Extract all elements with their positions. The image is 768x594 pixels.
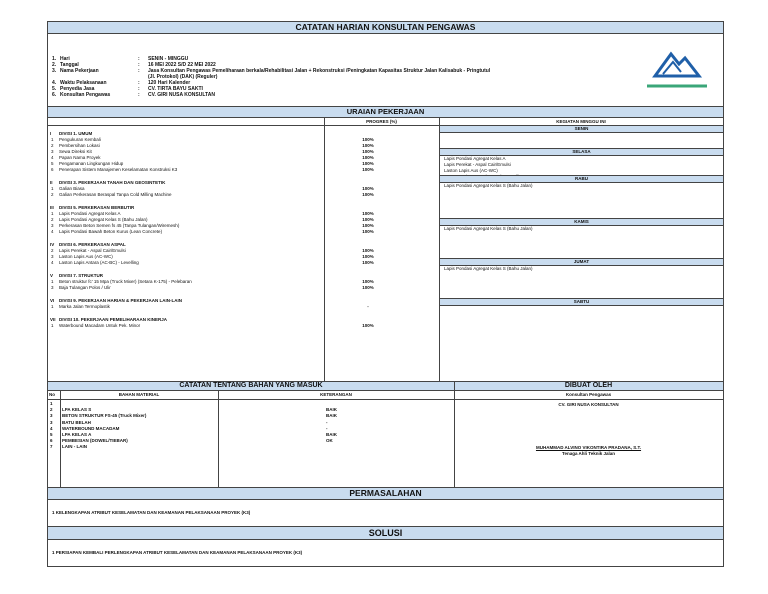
bahan-no: 3 [50,413,53,419]
item-text: Lapis Pondasi Agregat Kelas S (Bahu Jalan) [59,217,148,222]
info-colon: : [138,80,140,86]
item-progress: 100% [362,254,374,259]
info-value: CV. GIRI NUSA KONSULTAN [148,92,215,98]
bahan-material: BETON STRUKTUR FS-45 (Truck Mixer) [62,413,147,419]
item-progress: 100% [362,279,374,284]
day-header-selasa: SELASA [440,148,723,156]
bahan-material: BATU BELAH [62,419,91,425]
info-key: Tanggal [60,62,79,68]
item-progress: 100% [362,229,374,234]
item-progress: 100% [362,323,374,328]
solusi-text: 1 PERSIAPAN KEMBALI PERLENGKAPAN ATRIBUT KESELAMATAN DAN KEAMANAN PELAKSANAAN PROYEK (K3) [52,550,303,555]
day-header-senin: SENIN [440,125,723,133]
info-value: SENIN - MINGGU [148,56,189,62]
item-progress: 100% [362,155,374,160]
item-text: Beton struktur fc' 15 Mpa (Truck Mixer) (Setara K-175) - Pelebaran [59,279,192,284]
info-key: Hari [60,56,70,62]
info-row [52,92,215,98]
item-number: 1 [51,279,54,284]
info-key: Waktu Pelaksanaan [60,80,107,86]
item-text: Papan Nama Proyek [59,155,101,160]
item-number: 3 [51,254,54,259]
item-text: Sewa Direksi Kit [59,149,92,154]
bahan-no: 3 [50,419,53,425]
day-activity: Lapis Perekat - Aspal Cair/Emulsi [444,162,511,167]
day-activity: Lapis Pondasi Agregat Kelas S (Bahu Jalan) [444,266,533,271]
item-text: Galian Biasa [59,186,85,191]
info-key: Nama Pekerjaan [60,68,99,74]
item-text: Laston Lapis Aus (AC-WC) [59,254,113,259]
item-progress: 100% [362,260,374,265]
division-name: DIVISI 5. PERKERASAN BERBUTIR [59,205,135,210]
item-number: 3 [51,285,54,290]
item-progress: 100% [362,192,374,197]
division-number: VI [50,298,55,303]
item-progress: 100% [362,143,374,148]
item-progress: - [367,304,369,309]
item-number: 2 [51,143,54,148]
signer-name: MUHAMMAD ALVINO VIKONTIRA PRADANA, S.T. [535,445,642,450]
report-title: CATATAN HARIAN KONSULTAN PENGAWAS [48,22,723,34]
day-header-rabu: RABU [440,175,723,183]
solusi-section [48,540,723,566]
item-number: 3 [51,149,54,154]
division-number: II [50,180,53,185]
division-number: IV [50,242,55,247]
division-number: III [50,205,54,210]
item-text: Laston Lapis Antara (AC-BC) - Levelling [59,260,139,265]
item-number: 6 [51,167,54,172]
item-text: Lapis Perekat - Aspal Cair/Emulsi [59,248,126,253]
item-text: Waterbound Macadam Untuk Pek. Minor [59,323,141,328]
day-header-kamis: KAMIS [440,218,723,226]
bahan-keterangan: OK [326,438,333,444]
item-progress: 100% [362,211,374,216]
company-logo-icon [641,44,711,96]
division-number: I [50,131,52,136]
info-row [52,68,490,74]
bahan-material-header: BAHAN MATERIAL [118,392,160,397]
item-number: 4 [51,155,54,160]
item-text: Lapis Pondasi Agregat Kelas A [59,211,121,216]
day-activity: Laston Lapis Aus (AC-WC) [444,168,498,173]
bahan-no: 1 [50,401,53,406]
uraian-section [48,118,723,382]
daily-report-sheet [47,21,724,567]
signer-role: Tenaga Ahli Teknik Jalan [562,451,615,456]
item-progress: 100% [362,161,374,166]
day-header-jumat: JUMAT [440,258,723,266]
item-number: 4 [51,229,54,234]
permasalahan-title: PERMASALAHAN [48,488,723,500]
item-number: 1 [51,186,54,191]
bahan-keterangan: BAIK [326,413,337,419]
info-number: 2. [52,62,57,68]
item-progress: 100% [362,186,374,191]
bahan-material: PEMBESIAN (DOWEL/TIEBAR) [62,438,128,444]
bahan-keterangan: BAIK [326,407,337,413]
bahan-no-header: No [49,392,55,397]
bahan-no: 4 [50,425,53,431]
info-number: 6. [52,92,57,98]
bahan-material: LAIN - LAIN [62,444,87,450]
item-progress: 100% [362,149,374,154]
bahan-band [48,382,723,391]
info-number: 5. [52,86,57,92]
item-text: Pengamanan Lingkungan Hidup [59,161,124,166]
division-number: VII [50,317,56,322]
info-value: 16 MEI 2022 S/D 22 MEI 2022 [148,62,216,68]
division-name: DIVISI 10. PEKERJAAN PEMELIHARAAN KINERJA [59,317,168,322]
item-text: Marka Jalan Termoplastik [59,304,110,309]
division-name: DIVISI 9. PEKERJAAN HARIAN & PEKERJAAN LAIN-LAIN [59,298,183,303]
permasalahan-section [48,500,723,527]
item-number: 1 [51,304,54,309]
day-header-sabtu: SABTU [440,298,723,306]
item-text: Penerapan Sistem Manajemen Keselamatan Konstruksi K3 [59,167,178,172]
item-text: Galian Perkerasan Beraspal Tanpa Cold Milling Machine [59,192,172,197]
progres-header: PROGRES (%) [366,119,397,124]
dibuat-sub: Konsultan Pengawas [565,392,612,397]
division-name: DIVISI 3. PEKERJAAN TANAH DAN GEOSINTETIK [59,180,166,185]
item-progress: 100% [362,285,374,290]
item-number: 2 [51,192,54,197]
dibuat-title: DIBUAT OLEH [564,382,613,389]
item-progress: 100% [362,223,374,228]
info-number: 4. [52,80,57,86]
division-name: DIVISI 7. STRUKTUR [59,273,104,278]
info-key: Konsultan Pengawas [60,92,111,98]
item-number: 1 [51,323,54,328]
uraian-title: URAIAN PEKERJAAN [48,107,723,118]
bahan-ket-header: KETERANGAN [320,392,352,397]
solusi-title: SOLUSI [48,527,723,540]
item-number: 5 [51,161,54,166]
bahan-no: 6 [50,438,53,444]
bahan-keterangan: BAIK [326,432,337,437]
item-text: Pembersihan Lokasi [59,143,100,148]
info-colon: : [138,62,140,68]
bahan-title: CATATAN TENTANG BAHAN YANG MASUK [179,382,323,389]
kegiatan-header: KEGIATAN MINGGU INI [556,119,606,124]
item-progress: 100% [362,217,374,222]
bahan-no: 2 [50,407,53,413]
info-key: Penyedia Jasa [60,86,95,92]
permasalahan-text: 1 KELENGKAPAN ATRIBUT KESELAMATAN DAN KEAMANAN PELAKSANAAN PROYEK (K3) [52,510,251,515]
day-activity: Lapis Pondasi Agregat Kelas A [444,156,506,161]
company-name: CV. GIRI NUSA KONSULTAN [558,402,619,407]
info-value: Jasa Konsultan Pengawas Pemeliharaan berkala/Rehabilitasi Jalan + Rekonstruksi /Peningkatan Kapasitas Struktur Jalan Kalisabuk - Pringtutul [148,68,491,74]
item-progress: 100% [362,167,374,172]
bahan-keterangan: - [326,425,328,431]
info-value: 120 Hari Kalender [148,80,191,86]
bahan-material: WATERBOUND MACADAM [62,425,120,431]
bahan-no: 7 [50,444,53,450]
item-number: 2 [51,217,54,222]
item-number: 4 [51,260,54,265]
item-text: Pengukuran Kembali [59,137,101,142]
item-number: 1 [51,137,54,142]
bahan-section [48,391,723,488]
item-progress: 100% [362,137,374,142]
item-progress: 100% [362,248,374,253]
day-activity: Lapis Pondasi Agregat Kelas S (Bahu Jalan) [444,226,533,231]
division-name: DIVISI 1. UMUM [59,131,93,136]
bahan-no: 5 [50,432,53,437]
item-number: 1 [51,211,54,216]
bahan-material: LPA KELAS S [62,407,92,413]
division-name: DIVISI 6. PERKERASAN ASPAL [59,242,126,247]
info-value-continued: (Jl. Protokol) (DAK) (Reguler) [148,74,218,80]
item-number: 3 [51,223,54,228]
bahan-material: LPA KELAS A [62,432,92,437]
info-number: 1. [52,56,57,62]
item-number: 2 [51,248,54,253]
info-value: CV. TIRTA BAYU SAKTI [148,86,203,92]
item-text: Perkerasan Beton Semen fs 45 (Tanpa Tulangan/Wiremesh) [59,223,180,228]
info-colon: : [138,68,140,74]
info-colon: : [138,86,140,92]
day-activity: Lapis Pondasi Agregat Kelas S (Bahu Jalan) [444,183,533,188]
info-colon: : [138,56,140,62]
info-colon: : [138,92,140,98]
division-number: V [50,273,54,278]
info-number: 3. [52,68,57,74]
bahan-keterangan: - [326,419,328,425]
item-text: Baja Tulangan Polos / Ulir [59,285,111,290]
item-text: Lapis Pondasi Bawah Beton Kurus (Lean Concrete) [59,229,163,234]
info-block [48,34,723,107]
